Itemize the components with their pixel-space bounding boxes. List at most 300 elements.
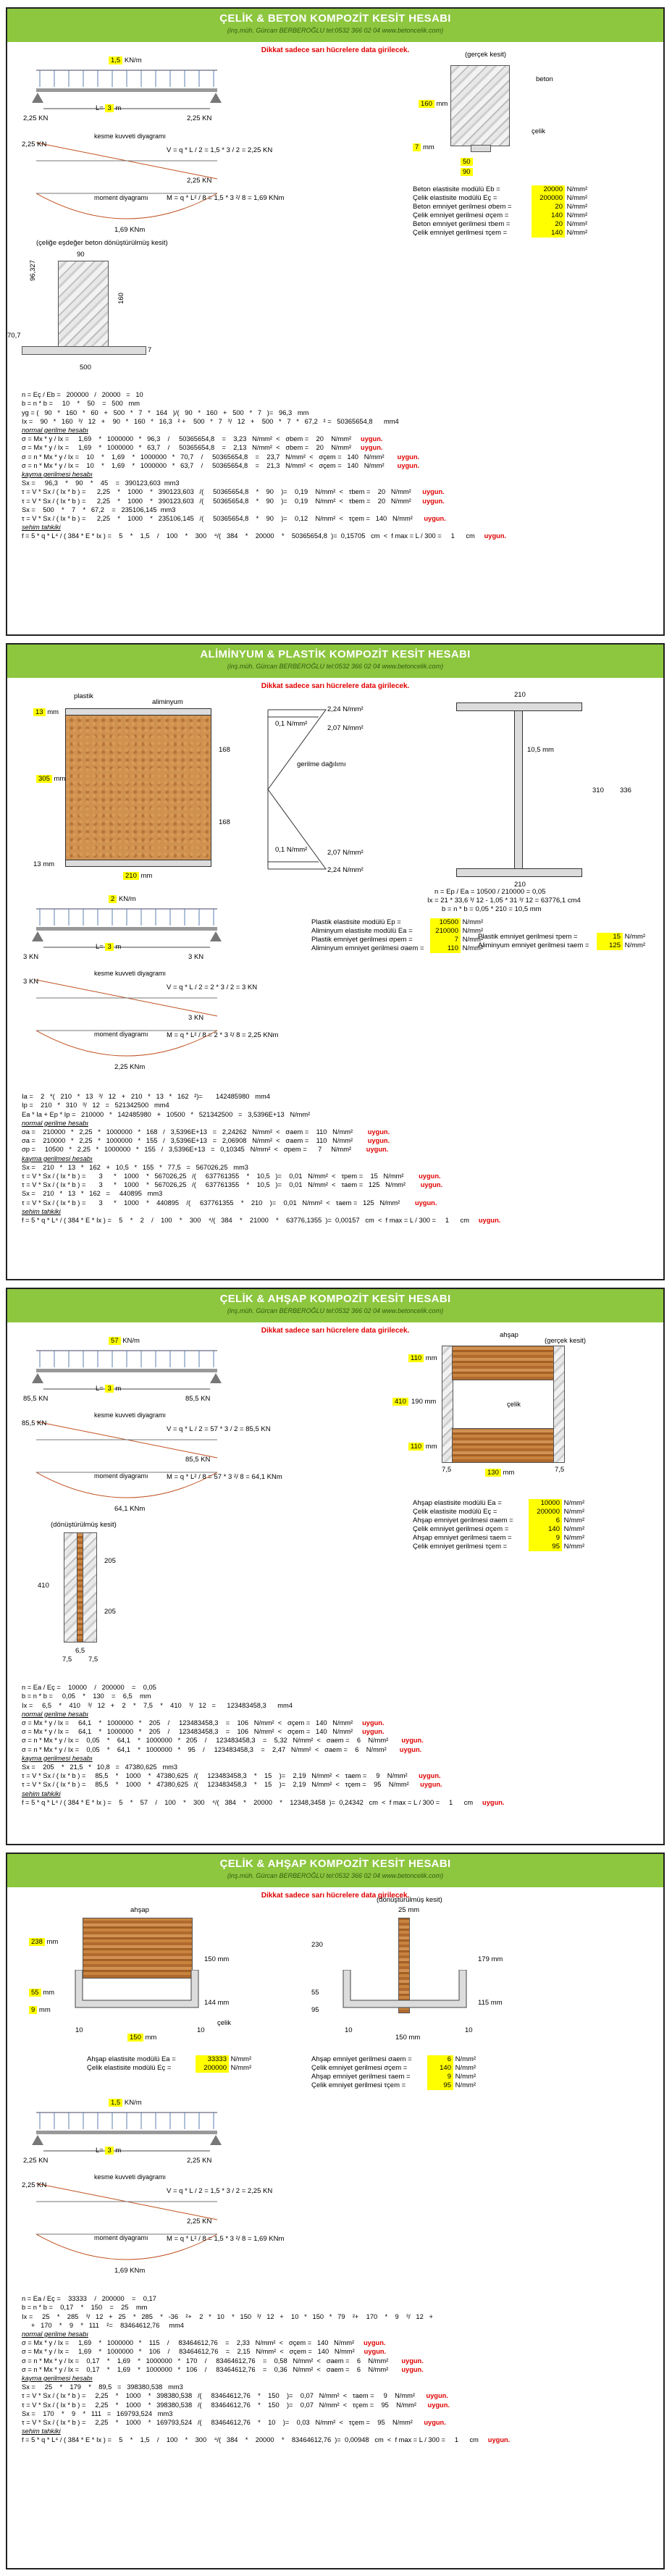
prop-row [413, 1525, 584, 1534]
span-label [96, 2147, 121, 2155]
load-input[interactable]: 1,5 [109, 2099, 122, 2107]
mid-h-value: 190 [411, 1398, 423, 1406]
ok-status: uygun. [484, 532, 507, 540]
prop-label: Ahşap emniyet gerilmesi τaem = [413, 1534, 512, 1542]
steel-label: çelik [532, 127, 546, 135]
ok-status: uygun. [401, 2365, 424, 2373]
section-header [7, 1289, 663, 1322]
r-dim-150: 150 mm [395, 2034, 421, 2042]
i-n: n = Ep / Ea = 10500 / 210000 = 0,05 [434, 888, 546, 896]
V-formula: V = q * L / 2 = 2 * 3 / 2 = 3 KN [167, 983, 258, 991]
shear-left-num: 3 [23, 978, 28, 986]
calc-line: Ip = 210 * 310 ³/ 12 = 521342500 mm4 [22, 1102, 169, 1109]
span-prefix: L= [96, 1385, 104, 1393]
prop-input[interactable]: 9 [529, 1534, 562, 1543]
ok-status: uygun. [482, 1798, 505, 1806]
steel-plate [471, 145, 491, 152]
reaction-right-value: 2,25 [187, 114, 201, 122]
calc-line: σ = Mx * y / Ix = 1,69 * 1000000 * 106 / 83464612,76 = 2,15 N/mm² < σçem = 140 N/mm² uygun. [22, 2348, 387, 2356]
reaction-left-unit: KN [38, 1395, 49, 1403]
prop-label: Ahşap elastisite modülü Ea = [413, 1499, 502, 1507]
prop-row [413, 185, 587, 194]
prop-label: Aliminyum elastisite modülü Ea = [311, 927, 413, 935]
dim-top-t: 13 mm [33, 708, 59, 717]
wood-w-input[interactable]: 130 [485, 1469, 501, 1477]
load-input[interactable]: 57 [109, 1337, 121, 1345]
reaction-left-value: 85,5 [23, 1395, 37, 1403]
prop-input[interactable]: 110 [430, 944, 461, 953]
calc-heading: normal gerilme hesabı [22, 1710, 88, 1718]
calc-line: Ix = 90 * 160 ³/ 12 + 90 * 160 * 16,3 ² + 500 * 7 ³/ 12 + 500 * 7 * 67,2 ² = 50365654,8 mm4 [22, 417, 399, 425]
moment-label: moment diyagramı [94, 194, 148, 201]
prop-unit: N/mm² [563, 1516, 585, 1524]
prop-input[interactable]: 20000 [532, 185, 565, 194]
ok-status: uygun. [420, 1781, 442, 1789]
ok-status: uygun. [426, 2392, 448, 2400]
prop-row [413, 1516, 584, 1525]
prop-input[interactable]: 6 [529, 1516, 562, 1525]
r179: 179 [478, 1955, 490, 1963]
prop-label: Ahşap emniyet gerilmesi τaem = [311, 2073, 411, 2081]
channel-right [340, 1970, 471, 2013]
prop-unit: N/mm² [455, 2055, 476, 2063]
M-formula: M = q * L² / 8 = 1,5 * 3 ²/ 8 = 1,69 KNm [167, 194, 285, 202]
section-steel-wood-2 [6, 1853, 665, 2569]
i-dim-web: 10,5 mm [527, 746, 554, 754]
calc-line: σ = Mx * y / Ix = 1,69 * 1000000 * 115 / 83464612,76 = 2,33 N/mm² < σçem = 140 N/mm² uygun. [22, 2339, 386, 2347]
ok-status: uygun. [362, 1728, 385, 1736]
bot-t-value: 13 [33, 860, 41, 868]
calc-line: + 170 * 9 * 111 ²= 83464612,76 mm4 [22, 2321, 184, 2329]
dim-150-h: 150 mm [204, 1955, 230, 1963]
prop-input[interactable]: 125 [597, 941, 623, 950]
reaction-left-value: 3 [23, 953, 28, 961]
dim-top-h: 110 mm [408, 1354, 437, 1363]
reaction-right-value: 2,25 [187, 2157, 201, 2165]
section-title: ALİMİNYUM & PLASTİK KOMPOZİT KESİT HESABI [200, 648, 471, 660]
reaction-right-value: 3 [188, 953, 193, 961]
transformed-label: (çeliğe eşdeğer beton dönüştürülmüş kesit) [36, 239, 168, 247]
section-steel-concrete [6, 7, 665, 636]
shear-right-unit: KN [201, 1456, 211, 1464]
reaction-left [23, 114, 48, 123]
dim-bot-t: 13 mm [33, 860, 55, 868]
warning-text: Dikkat sadece sarı hücrelere data girilecek. [261, 1892, 410, 1900]
reaction-left [23, 1395, 48, 1404]
prop-input[interactable]: 200000 [532, 194, 565, 203]
calc-line: Sx = 205 * 21,5 * 10,8 = 47380,625 mm3 [22, 1763, 177, 1771]
M-formula: M = q * L² / 8 = 2 * 3 ²/ 8 = 2,25 KNm [167, 1031, 279, 1039]
tr-dim-t: 7 [148, 346, 152, 354]
prop-label: Plastik elastisite modülü Ep = [311, 918, 401, 926]
prop-unit: N/mm² [462, 927, 484, 935]
props-b [478, 933, 645, 950]
steel-label: çelik [217, 2019, 232, 2027]
prop-input[interactable]: 200000 [196, 2064, 229, 2073]
shear-left-num: 2,25 [22, 2181, 35, 2189]
material-props [413, 1499, 584, 1551]
prop-unit: N/mm² [566, 194, 588, 202]
material-props [413, 185, 587, 238]
plate-width-input[interactable]: 50 [461, 158, 473, 166]
calc-line: σ = Mx * y / Ix = 1,69 * 1000000 * 96,3 / 50365654,8 = 3,23 N/mm² < σbem = 20 N/mm² uygun. [22, 435, 383, 443]
tr-steel-right [83, 1532, 97, 1642]
ok-status: uygun. [478, 1217, 501, 1225]
prop-input[interactable]: 7 [430, 936, 461, 944]
prop-unit: N/mm² [563, 1534, 585, 1542]
calc-line: σ = n * Mx * y / Ix = 0,05 * 64,1 * 1000000 * 95 / 123483458,3 = 2,47 N/mm² < σaem = 6 N/mm² uygun. [22, 1745, 422, 1753]
prop-row [311, 918, 483, 927]
shear-diagram [36, 976, 224, 1020]
stress-label: gerilme dağılımı [297, 760, 346, 768]
stress-val-2 [275, 720, 307, 729]
calc-heading: sehim tahkiki [22, 1207, 61, 1215]
prop-input[interactable]: 140 [427, 2064, 453, 2073]
shear-right-value [188, 1014, 203, 1023]
real-section-label: (gerçek kesit) [545, 1337, 587, 1345]
r150: 150 [395, 2034, 407, 2042]
moment-label: moment diyagramı [94, 1031, 148, 1038]
calc-line: σ = n * Mx * y / Ix = 10 * 1,69 * 1000000 * 70,7 / 50365654,8 = 23,7 N/mm² < σçem = 140 N/mm² uygun. [22, 453, 420, 461]
prop-input[interactable]: 20 [532, 203, 565, 211]
warning-text: Dikkat sadece sarı hücrelere data girilecek. [261, 46, 410, 54]
calc-line: b = n * b = 0,17 * 150 = 25 mm [22, 2304, 148, 2312]
stress-4: 0,1 [275, 846, 285, 854]
prop-input[interactable]: 20 [532, 220, 565, 229]
prop-unit: N/mm² [455, 2081, 476, 2089]
moment-unit: KNm [130, 226, 146, 234]
i-dim-top: 210 [514, 691, 526, 699]
shear-right-value [187, 2218, 211, 2226]
prop-unit: N/mm² [563, 1508, 585, 1516]
prop-unit: N/mm² [230, 2055, 252, 2063]
flange-input[interactable]: 9 [29, 2006, 37, 2014]
prop-unit: N/mm² [462, 944, 484, 952]
ok-status: uygun. [401, 1737, 424, 1745]
prop-input[interactable]: 10000 [529, 1499, 562, 1508]
ok-status: uygun. [419, 1772, 441, 1780]
moment-value [114, 1063, 145, 1072]
r-dim-55: 55 [311, 1989, 319, 1997]
width-input[interactable]: 150 [127, 2034, 143, 2042]
stress-6: 2,24 [327, 866, 341, 874]
prop-label: Beton emniyet gerilmesi τbem = [413, 220, 511, 228]
calc-line: τ = V * Sx / ( Ix * b ) = 3 * 1000 * 567026,25 /( 637761355 * 10,5 )= 0,01 N/mm² < τaem = 125 N/mm² uygun. [22, 1181, 443, 1189]
calc-line: τ = V * Sx / ( Ix * b ) = 3 * 1000 * 567026,25 /( 637761355 * 10,5 )= 0,01 N/mm² < τpem = 15 N/mm² uygun. [22, 1172, 441, 1180]
prop-row [413, 229, 587, 238]
shear-label: kesme kuvveti diyagramı [94, 970, 167, 977]
concrete-block [450, 65, 510, 146]
calc-line: σ = n * Mx * y / Ix = 10 * 1,69 * 1000000 * 63,7 / 50365654,8 = 21,3 N/mm² < σçem = 140 N/mm² uygun. [22, 461, 420, 469]
i-dim-bot: 210 [514, 881, 526, 889]
prop-row [413, 211, 587, 220]
moment-unit: KNm [130, 1505, 146, 1513]
ok-status: uygun. [424, 2419, 446, 2427]
calc-line: σ = Mx * y / Ix = 64,1 * 1000000 * 205 / 123483458,3 = 106 N/mm² < σçem = 140 N/mm² uygun. [22, 1728, 385, 1736]
plastic-core [65, 715, 211, 861]
reaction-right-unit: KN [202, 114, 212, 122]
shear-right-unit: KN [202, 177, 212, 185]
dim-thickness [413, 143, 434, 152]
shear-right-value [187, 177, 211, 185]
prop-input[interactable]: 140 [532, 211, 565, 220]
calc-line: τ = V * Sx / ( Ix * b ) = 3 * 1000 * 440895 /( 637761355 * 210 )= 0,01 N/mm² < τaem = 125 N/mm² uygun. [22, 1199, 437, 1207]
prop-row [413, 1499, 584, 1508]
prop-label: Ahşap elastisite modülü Ea = [87, 2055, 176, 2063]
shear-diagram [36, 2180, 224, 2223]
core-h-input[interactable]: 305 [36, 775, 52, 783]
stress-unit-6: N/mm² [343, 866, 364, 874]
reaction-left-unit: KN [38, 114, 49, 122]
web-t: 10,5 [527, 746, 541, 754]
prop-input[interactable]: 10500 [430, 918, 461, 927]
load-unit: KN/m [118, 895, 136, 903]
r115: 115 [478, 1999, 490, 2007]
ok-status: uygun. [362, 1719, 385, 1727]
shear-label: kesme kuvveti diyagramı [94, 133, 167, 140]
prop-row [311, 936, 483, 944]
embed-input[interactable]: 55 [29, 1989, 41, 1997]
prop-row [413, 1543, 584, 1551]
load-unit: KN/m [122, 1337, 140, 1345]
load-input[interactable]: 2 [109, 895, 117, 903]
moment-num: 2,25 [114, 1063, 128, 1071]
calc-heading: kayma gerilmesi hesabı [22, 2375, 93, 2383]
span-label [96, 943, 121, 952]
tr-dim-tr: 7,5 [88, 1656, 98, 1664]
reaction-left-unit: KN [38, 2157, 49, 2165]
prop-row [311, 2055, 476, 2064]
prop-unit: N/mm² [563, 1525, 585, 1533]
ok-status: uygun. [424, 515, 446, 523]
prop-unit: N/mm² [455, 2064, 476, 2072]
prop-row [311, 927, 483, 936]
props-b [311, 2055, 476, 2090]
prop-unit: N/mm² [566, 211, 588, 219]
prop-label: Çelik elastisite modülü Eç = [87, 2064, 172, 2072]
moment-unit: KNm [130, 2267, 146, 2275]
calc-line: σ = n * Mx * y / Ix = 0,17 * 1,69 * 1000000 * 170 / 83464612,76 = 0,58 N/mm² < σaem = 6 N/mm² uygun. [22, 2357, 424, 2365]
real-section-label: (gerçek kesit) [465, 51, 507, 59]
section-header [7, 645, 663, 678]
span-input[interactable]: 3 [105, 943, 113, 951]
load-input[interactable]: 1,5 [109, 56, 122, 64]
prop-label: Çelik elastisite modülü Eç = [413, 194, 497, 202]
shear-right-value [185, 1456, 210, 1464]
i-bottom-flange [456, 868, 582, 877]
load-label [109, 1337, 140, 1346]
aluminium-label: aliminyum [152, 698, 183, 706]
prop-input[interactable]: 95 [427, 2081, 453, 2090]
prop-unit: N/mm² [563, 1543, 585, 1551]
span-input[interactable]: 3 [105, 1385, 113, 1393]
shear-diagram [36, 139, 224, 182]
width-input[interactable]: 90 [461, 168, 473, 176]
prop-unit: N/mm² [563, 1499, 585, 1507]
prop-label: Ahşap emniyet gerilmesi σaem = [413, 1516, 513, 1524]
props-a [87, 2055, 251, 2073]
height-input[interactable]: 160 [419, 100, 434, 108]
span-unit: m [115, 104, 122, 112]
dim-mid-h: 190 mm [411, 1398, 437, 1406]
prop-row [311, 2081, 476, 2090]
prop-input[interactable]: 9 [427, 2073, 453, 2081]
thickness-input[interactable]: 7 [413, 143, 421, 151]
reaction-right-value: 85,5 [185, 1395, 199, 1403]
calc-line: τ = V * Sx / ( Ix * b ) = 85,5 * 1000 * 47380,625 /( 123483458,3 * 15 )= 2,19 N/mm² < τaem = 9 N/mm² uygun. [22, 1772, 441, 1780]
h144: 144 [204, 1999, 216, 2007]
M-formula: M = q * L² / 8 = 1,5 * 3 ²/ 8 = 1,69 KNm [167, 2235, 285, 2243]
r-dim-230: 230 [311, 1941, 323, 1949]
calc-line: b = n * b = 10 * 50 = 500 mm [22, 400, 140, 408]
ok-status: uygun. [419, 1172, 441, 1180]
ok-status: uygun. [397, 453, 420, 461]
tr-concrete-block [58, 261, 109, 348]
calc-heading: normal gerilme hesabı [22, 1119, 88, 1127]
calc-line: σ = n * Mx * y / Ix = 0,05 * 64,1 * 1000000 * 205 / 123483458,3 = 5,32 N/mm² < σaem = 6 N/mm² uygun. [22, 1737, 424, 1745]
prop-row [87, 2064, 251, 2073]
shear-left-unit: KN [37, 2181, 47, 2189]
beam-diagram [22, 905, 239, 963]
prop-input[interactable]: 95 [529, 1543, 562, 1551]
calc-line: τ = V * Sx / ( Ix * b ) = 2,25 * 1000 * 390123,603 /( 50365654,8 * 90 )= 0,19 N/mm² < τbem = 20 N/mm² uygun. [22, 488, 445, 496]
section-title: ÇELİK & AHŞAP KOMPOZİT KESİT HESABI [219, 1293, 451, 1305]
prop-input[interactable]: 210000 [430, 927, 461, 936]
calc-line: Sx = 96,3 * 90 * 45 = 390123,603 mm3 [22, 479, 180, 487]
dim-steel-t-r: 7,5 [555, 1466, 565, 1474]
span-prefix: L= [96, 943, 104, 951]
span-prefix: L= [96, 2147, 104, 2155]
ok-status: uygun. [401, 2357, 424, 2365]
calc-heading: kayma gerilmesi hesabı [22, 1154, 93, 1162]
calc-line: Sx = 210 * 13 * 162 + 10,5 * 155 * 77,5 = 567026,25 mm3 [22, 1163, 248, 1171]
prop-input[interactable]: 33333 [196, 2055, 229, 2064]
calc-line: σa = 210000 * 2,25 * 1000000 * 155 / 3,5396E+13 = 2,06908 N/mm² < σaem = 110 N/mm² uygun. [22, 1137, 390, 1145]
stress-1: 2,24 [327, 705, 341, 713]
total-h-input[interactable]: 410 [392, 1398, 408, 1406]
top-t-input[interactable]: 13 [33, 708, 46, 716]
width-input[interactable]: 210 [123, 872, 139, 880]
r-dim-10-l: 10 [345, 2026, 353, 2034]
span-input[interactable]: 3 [105, 104, 113, 112]
span-unit: m [115, 1385, 122, 1393]
stress-2: 0,1 [275, 720, 285, 728]
calc-heading: kayma gerilmesi hesabı [22, 471, 93, 479]
V-formula: V = q * L / 2 = 57 * 3 / 2 = 85,5 KN [167, 1425, 271, 1433]
calc-line: σ = n * Mx * y / Ix = 0,17 * 1,69 * 1000000 * 106 / 83464612,76 = 0,36 N/mm² < σaem = 6 N/mm² uygun. [22, 2365, 424, 2373]
wood-h-input[interactable]: 238 [29, 1938, 45, 1946]
r25: 25 [398, 1906, 406, 1914]
moment-label: moment diyagramı [94, 2234, 148, 2241]
prop-label: Aliminyum emniyet gerilmesi σaem = [311, 944, 424, 952]
shear-right-num: 3 [188, 1014, 193, 1022]
load-label [109, 2099, 142, 2107]
top-h-input[interactable]: 110 [408, 1354, 424, 1362]
prop-row [311, 2064, 476, 2073]
calc-line: b = n * b = 0,05 * 130 = 6,5 mm [22, 1692, 151, 1700]
ok-status: uygun. [420, 1181, 443, 1189]
span-input[interactable]: 3 [105, 2147, 113, 2155]
calc-line: Ea * Ia + Ep * Ip = 210000 * 142485980 + 10500 * 521342500 = 3,5396E+13 N/mm² [22, 1110, 311, 1118]
calc-line: σ = Mx * y / Ix = 64,1 * 1000000 * 205 / 123483458,3 = 106 N/mm² < σçem = 140 N/mm² uygun. [22, 1719, 385, 1727]
calc-heading: kayma gerilmesi hesabı [22, 1754, 93, 1762]
ok-status: uygun. [367, 1137, 390, 1145]
calc-line: Ia = 2 *( 210 * 13 ³/ 12 + 210 * 13 * 162 ²)= 142485980 mm4 [22, 1093, 270, 1101]
prop-row [311, 944, 483, 953]
load-label [109, 895, 136, 904]
reaction-right-unit: KN [201, 1395, 211, 1403]
prop-input[interactable]: 6 [427, 2055, 453, 2064]
calc-line: Ix = 25 * 285 ³/ 12 + 25 * 285 * -36 ²+ 2 * 10 * 150 ³/ 12 + 10 * 150 * 79 ²+ 170 * 9 ³/ 12 + [22, 2312, 433, 2320]
moment-num: 64,1 [114, 1505, 128, 1513]
dim-width: 210 mm [123, 872, 152, 881]
stress-val-3 [327, 724, 364, 733]
prop-label: Çelik emniyet gerilmesi σçem = [311, 2064, 408, 2072]
reaction-right-unit: KN [202, 2157, 212, 2165]
r-dim-10-r: 10 [465, 2026, 473, 2034]
section-subtitle: (inş.müh. Gürcan BERBEROĞLU tel:0532 366 02 04 www.betoncelik.com) [227, 663, 444, 670]
tr-dim-top: 90 [77, 251, 85, 259]
steel-label: çelik [507, 1401, 521, 1409]
span-label [96, 1385, 121, 1393]
calc-line: f = 5 * q * L⁴ / ( 384 * E * Ix ) = 5 * 57 / 100 * 300 ⁴/( 384 * 20000 * 12348,3458 )= 0,24342 cm < f max = L / 300 = 1 cm uygun. [22, 1798, 505, 1806]
plastic-label: plastik [74, 692, 93, 700]
r-dim-25: 25 mm [398, 1906, 420, 1914]
calc-line: τ = V * Sx / ( Ix * b ) = 2,25 * 1000 * 169793,524 /( 83464612,76 * 10 )= 0,03 N/mm² < τçem = 95 N/mm² uygun. [22, 2419, 446, 2427]
dim-10-l: 10 [75, 2026, 83, 2034]
prop-input[interactable]: 200000 [529, 1508, 562, 1516]
prop-unit: N/mm² [462, 936, 484, 944]
calc-heading: normal gerilme hesabı [22, 427, 88, 435]
calc-line: σp = 10500 * 2,25 * 1000000 * 155 / 3,5396E+13 = 0,10345 N/mm² < σpem = 7 N/mm² uygun. [22, 1146, 389, 1154]
prop-unit: N/mm² [624, 933, 646, 941]
shear-label: kesme kuvveti diyagramı [94, 2173, 167, 2181]
prop-row [413, 220, 587, 229]
reaction-right-unit: KN [193, 953, 204, 961]
reaction-left [23, 2157, 48, 2165]
wood-bottom [452, 1428, 555, 1463]
ok-status: uygun. [361, 444, 383, 452]
prop-input[interactable]: 15 [597, 933, 623, 941]
prop-row [478, 941, 645, 950]
prop-input[interactable]: 140 [532, 229, 565, 238]
stress-unit-1: N/mm² [343, 705, 364, 713]
calc-block [22, 382, 506, 558]
reaction-right [185, 1395, 210, 1404]
tr-dim-tl: 7,5 [62, 1656, 72, 1664]
i-dim-h: 310 [592, 786, 604, 794]
tr-dim-b: 500 [80, 364, 91, 372]
reaction-left-unit: KN [28, 953, 39, 961]
prop-unit: N/mm² [566, 229, 588, 237]
calc-line: f = 5 * q * L⁴ / ( 384 * E * Ix ) = 5 * 1,5 / 100 * 300 ⁴/( 384 * 20000 * 83464612,76 )= 0,00948 cm < f max = L / 300 = 1 cm uygun. [22, 2436, 511, 2444]
calc-block [22, 1083, 500, 1243]
load-unit: KN/m [124, 2099, 142, 2107]
dim-144: 144 mm [204, 1999, 230, 2007]
bot-h-input[interactable]: 110 [408, 1443, 424, 1451]
reaction-right [188, 953, 203, 962]
shear-diagram [36, 1418, 224, 1461]
thickness-unit: mm [422, 143, 434, 151]
tr-dim-h: 410 [38, 1582, 49, 1590]
section-title: ÇELİK & AHŞAP KOMPOZİT KESİT HESABI [219, 1858, 451, 1870]
tr-dim-w: 6,5 [75, 1647, 85, 1655]
dim-plate-width [461, 158, 473, 167]
prop-row [413, 1534, 584, 1543]
section-subtitle: (inş.müh. Gürcan BERBEROĞLU tel:0532 366 02 04 www.betoncelik.com) [227, 1872, 444, 1879]
prop-unit: N/mm² [230, 2064, 252, 2072]
prop-input[interactable]: 140 [529, 1525, 562, 1534]
